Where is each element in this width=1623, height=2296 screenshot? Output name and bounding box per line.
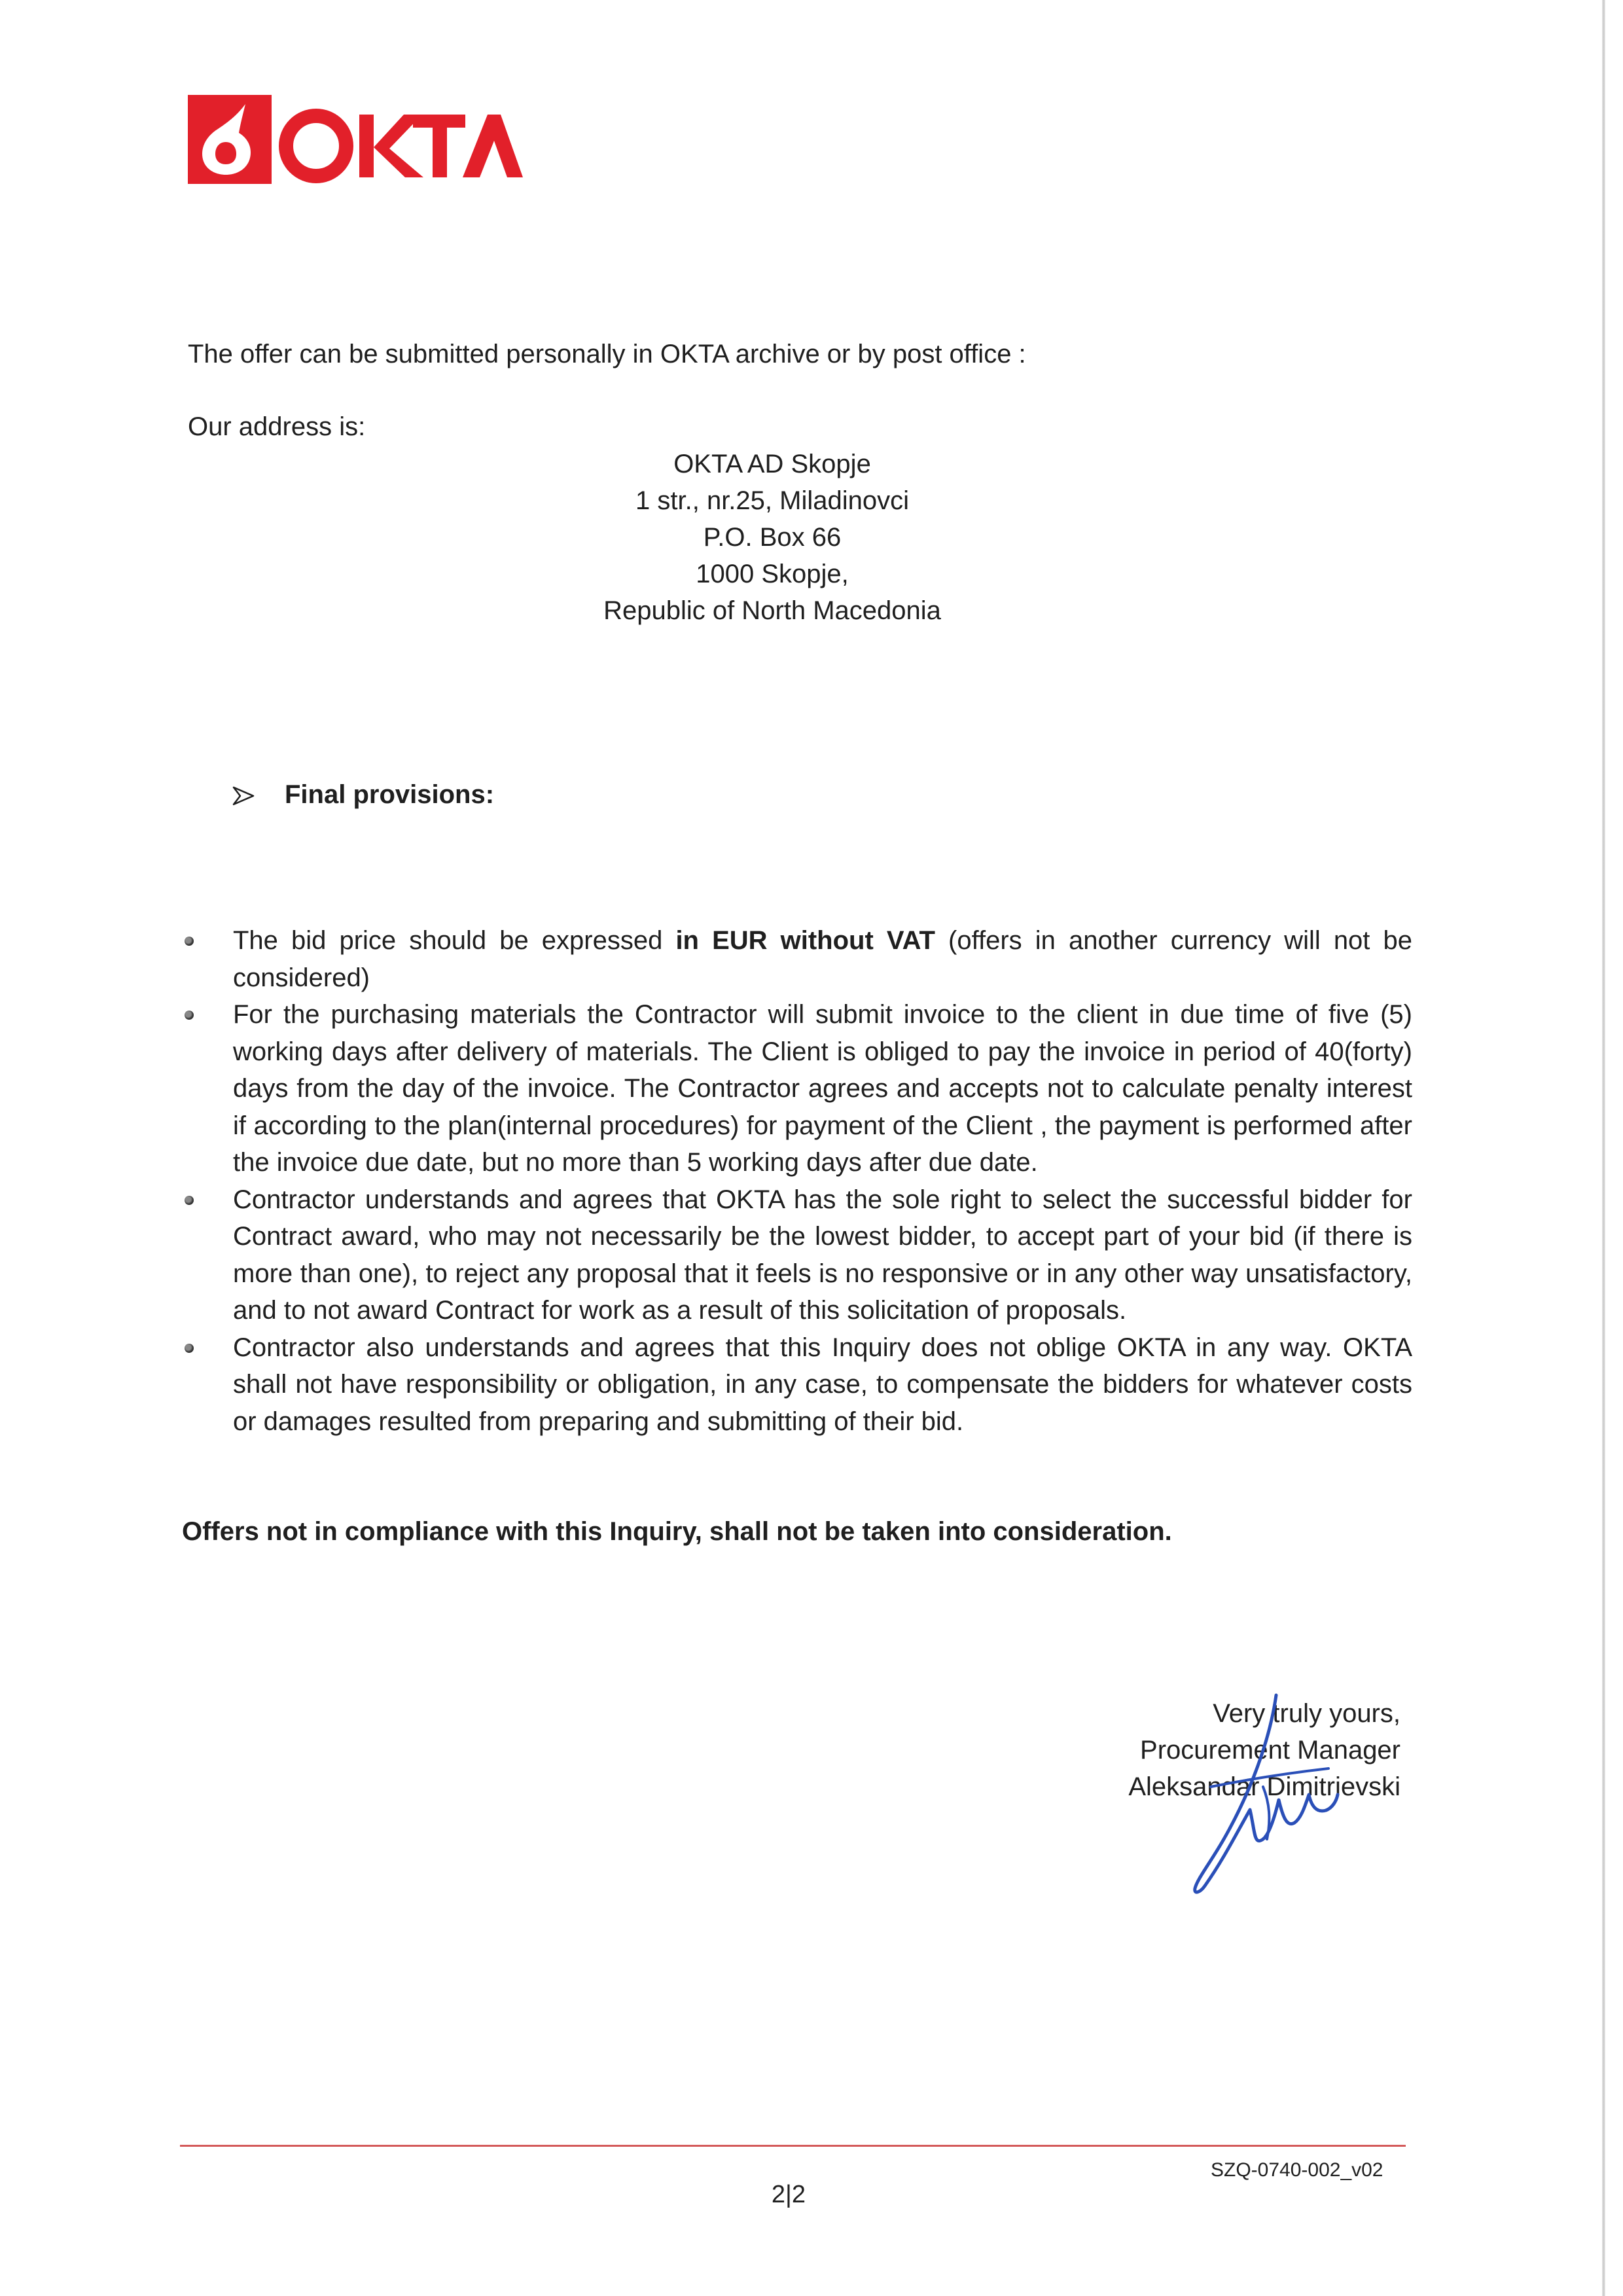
intro-text: The offer can be submitted personally in OKTA archive or by post office : — [188, 340, 1026, 368]
provision-text: The bid price should be expressed — [233, 926, 676, 955]
bullet-dot-icon — [185, 937, 194, 946]
address-line: Republic of North Macedonia — [603, 596, 941, 625]
provision-text: Contractor understands and agrees that OKTA has the sole right to select the successful bidder for Contract award, who may not necessarily be the lowest bidder, to accept part of your bid (if there is more than one), to reject any proposal that it feels is no responsive or in any other way unsatisfactory, and to not award Contract for work as a result of this solicitation of proposals. — [233, 1185, 1412, 1325]
provision-text: For the purchasing materials the Contractor will submit invoice to the client in due time of five (5) working days after delivery of materials. The Client is obliged to pay the invoice in period of 40(forty) days from the day of the invoice. The Contractor agrees and accepts not to calculate penalty interest if according to the plan(internal procedures) for payment of the Client , the payment is performed after the invoice due date, but no more than 5 working days after due date. — [233, 1000, 1412, 1177]
page-number: 2|2 — [771, 2181, 806, 2208]
bullet-dot-icon — [185, 1344, 194, 1353]
list-item — [183, 996, 1412, 1181]
list-item — [183, 1329, 1412, 1441]
address-block — [576, 446, 969, 629]
provision-text: Contractor also understands and agrees that this Inquiry does not oblige OKTA in any way. OKTA shall not have responsibility or obligation, in any case, to compensate the bidders for whatever costs or damages resulted from preparing and submitting of their bid. — [233, 1333, 1412, 1436]
handwritten-signature — [1171, 1682, 1342, 1911]
closing-statement: Offers not in compliance with this Inquiry, shall not be taken into consideration. — [182, 1517, 1172, 1546]
footer-rule — [180, 2145, 1406, 2147]
address-line: 1000 Skopje, — [696, 560, 849, 588]
address-line: P.O. Box 66 — [703, 523, 842, 552]
address-label: Our address is: — [188, 412, 366, 441]
document-reference: SZQ-0740-002_v02 — [1211, 2159, 1383, 2181]
signer-name: Aleksandar Dimitrievski — [1128, 1772, 1400, 1801]
list-item — [183, 922, 1412, 996]
address-line: OKTA AD Skopje — [673, 450, 871, 478]
signer-title: Procurement Manager — [1140, 1736, 1400, 1765]
section-heading — [232, 776, 494, 813]
arrowhead-bullet-icon — [232, 776, 285, 813]
section-title: Final provisions: — [285, 780, 495, 809]
address-line: 1 str., nr.25, Miladinovci — [635, 486, 909, 515]
okta-drop-logo-icon — [188, 95, 523, 184]
provision-emphasis: in EUR without VAT — [675, 926, 935, 955]
provisions-list — [183, 922, 1412, 1440]
provision-text: (offers in another currency will not be considered) — [233, 926, 1412, 992]
okta-logo — [188, 95, 523, 184]
salutation: Very truly yours, — [1213, 1699, 1400, 1728]
bullet-dot-icon — [185, 1196, 194, 1205]
bullet-dot-icon — [185, 1011, 194, 1020]
scan-edge — [1602, 0, 1605, 2296]
list-item — [183, 1181, 1412, 1329]
